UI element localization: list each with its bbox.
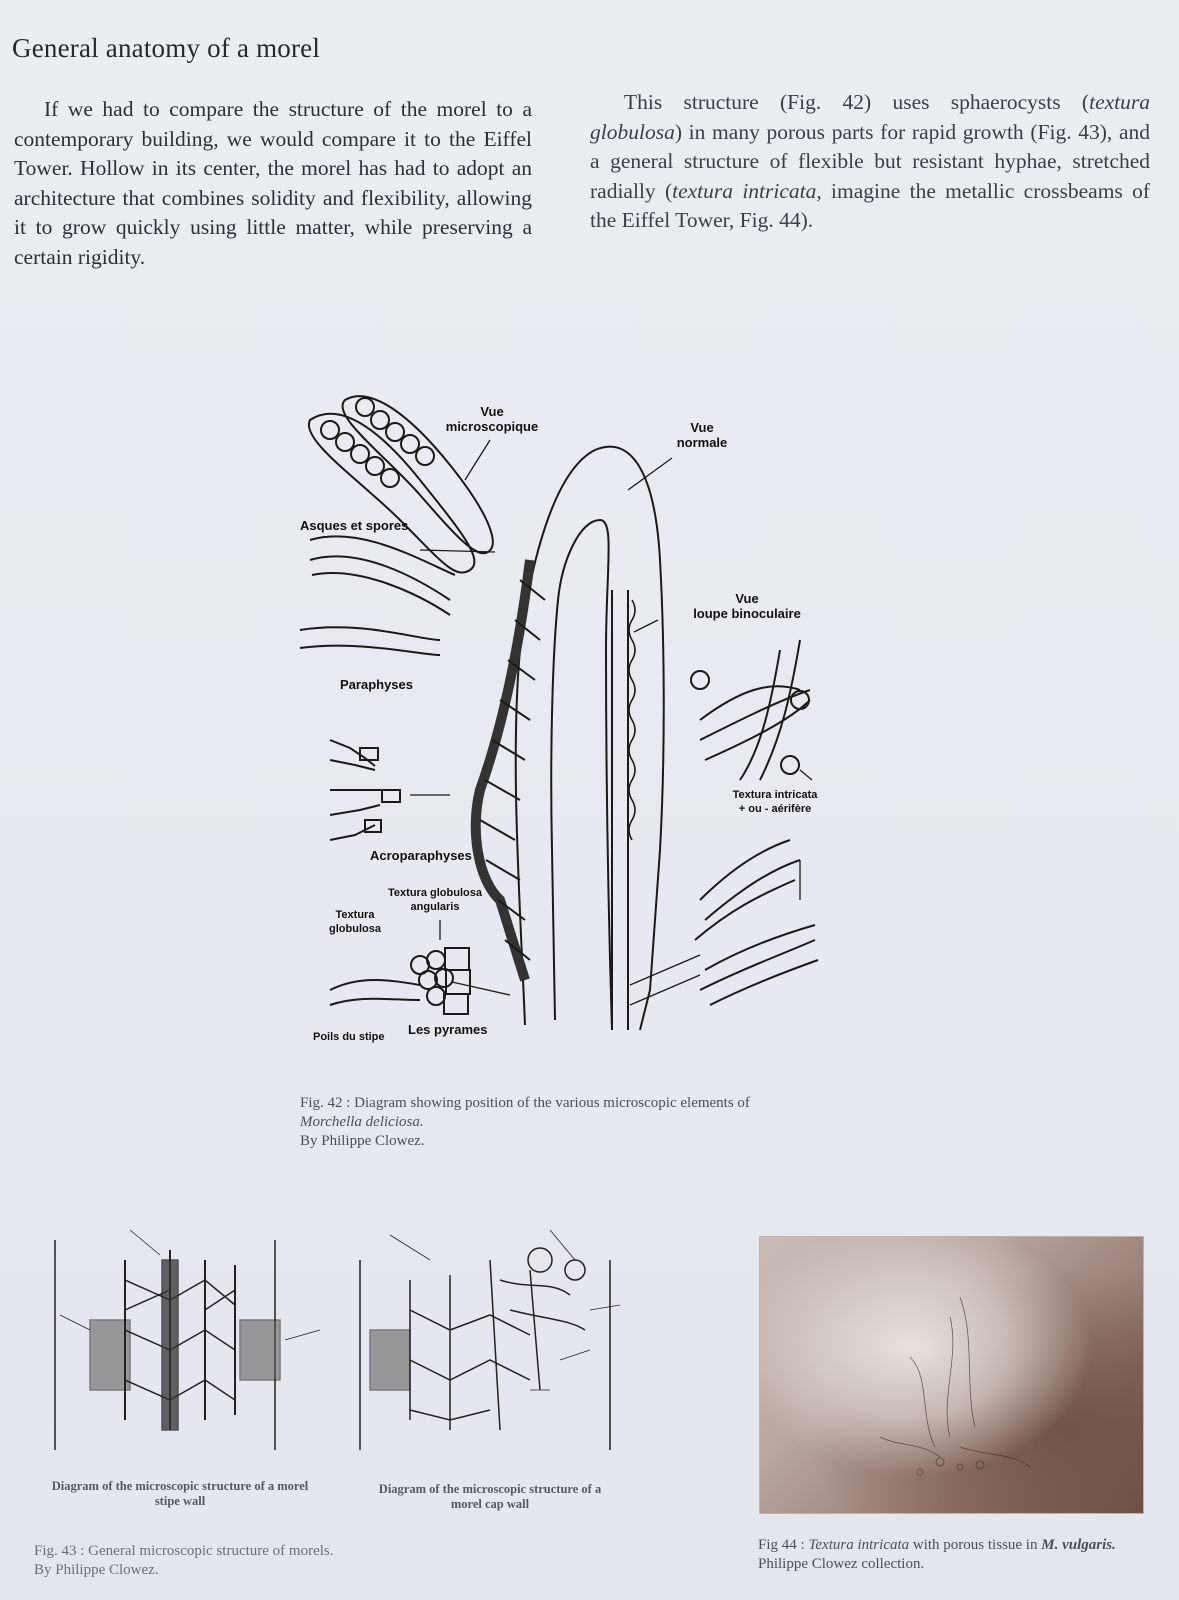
label-vue-normale-2: normale xyxy=(676,435,728,450)
label-vue-microscopique-1: Vue xyxy=(480,404,504,419)
cap-wall-subcaption xyxy=(360,1482,620,1512)
paragraph-italic-term: textura globulosa xyxy=(590,90,1150,144)
figure-42-caption xyxy=(300,1094,880,1151)
label-textura-intricata-1: Textura intricata xyxy=(732,789,818,801)
label-acroparaphyses: Acroparaphyses xyxy=(370,848,472,863)
textura-globulosa-drawing xyxy=(330,948,470,1014)
paragraph-text: ) in many porous parts for rapid growth (Fig. 43), and a general structure of flexible but resistant hyphae, stretched radially ( xyxy=(590,119,1150,203)
textura-intricata-photo xyxy=(759,1236,1144,1514)
caption-text: with porous tissue in xyxy=(909,1537,1042,1553)
cap-inner-outline xyxy=(551,520,612,1030)
label-vue-microscopique-2: microscopique xyxy=(445,419,539,434)
stipe-wall-diagram xyxy=(55,1240,280,1450)
textura-intricata-drawing xyxy=(691,640,818,1005)
caption-credit: Philippe Clowez collection. xyxy=(758,1556,925,1572)
photo-hyphae-texture xyxy=(760,1237,1143,1513)
caption-italic-term: Textura intricata xyxy=(808,1537,910,1553)
label-textura-intricata-2: + ou - aérifère xyxy=(738,803,812,815)
subcaption-line: Diagram of the microscopic structure of a xyxy=(378,1482,602,1496)
cap-outer-outline xyxy=(516,447,664,1030)
stipe-wall-subcaption xyxy=(40,1479,320,1509)
paragraph-text: This structure (Fig. 42) uses sphaerocysts ( xyxy=(624,90,1090,114)
subcaption-line: stipe wall xyxy=(154,1494,206,1508)
paragraph-text: imagine the metallic crossbeams of the Eiffel Tower, Fig. 44). xyxy=(590,178,1151,232)
label-textura-globulosa-1: Textura xyxy=(335,909,375,921)
label-textura-globulosa-angularis-2: angularis xyxy=(410,901,460,913)
subcaption-line: morel cap wall xyxy=(450,1497,530,1511)
loupe-squiggle-wall xyxy=(629,600,635,840)
caption-line: Fig. 43 : General microscopic structure of morels. xyxy=(34,1543,334,1559)
acroparaphyses-drawing xyxy=(330,740,400,840)
label-vue-normale-1: Vue xyxy=(690,420,714,435)
caption-species: M. vulgaris. xyxy=(1041,1537,1116,1553)
page-title: General anatomy of a morel xyxy=(12,33,321,63)
caption-line: Fig. 42 : Diagram showing position of the various microscopic elements of xyxy=(300,1095,750,1111)
label-textura-globulosa-2: globulosa xyxy=(329,923,381,935)
label-vue-loupe-2: loupe binoculaire xyxy=(693,606,801,621)
caption-species: Morchella deliciosa. xyxy=(300,1114,424,1130)
caption-line xyxy=(758,1536,1158,1555)
stipe-wall xyxy=(612,590,628,1030)
label-les-pyrames: Les pyrames xyxy=(408,1022,488,1037)
label-asques-et-spores: Asques et spores xyxy=(300,518,409,533)
figure-44-caption xyxy=(758,1536,1158,1574)
paragraph-italic-term: textura intricata, xyxy=(672,178,822,203)
paraphyses-drawing xyxy=(300,536,455,655)
caption-credit: By Philippe Clowez. xyxy=(34,1562,159,1578)
subcaption-line: Diagram of the microscopic structure of a morel xyxy=(51,1479,309,1493)
microscopic-structure-diagrams xyxy=(30,1220,650,1470)
label-textura-globulosa-angularis-1: Textura globulosa xyxy=(388,887,482,899)
intro-paragraph: If we had to compare the structure of the morel to a contemporary building, we would compare it to the Eiffel Tower. Hollow in its center, the morel has had to adopt an architecture that combines solidity and flexibility, allowing it to grow quickly using little matter, while preserving a certain rigidity. xyxy=(14,97,532,269)
caption-credit: By Philippe Clowez. xyxy=(300,1133,425,1149)
label-paraphyses: Paraphyses xyxy=(340,677,413,692)
figure-43-caption xyxy=(34,1542,454,1580)
label-poils-du-stipe: Poils du stipe xyxy=(313,1031,385,1043)
cap-wall-diagram xyxy=(360,1248,610,1450)
diagram-leader-lines xyxy=(60,1230,620,1390)
label-vue-loupe-1: Vue xyxy=(735,591,759,606)
caption-text: Fig 44 : xyxy=(758,1537,809,1553)
